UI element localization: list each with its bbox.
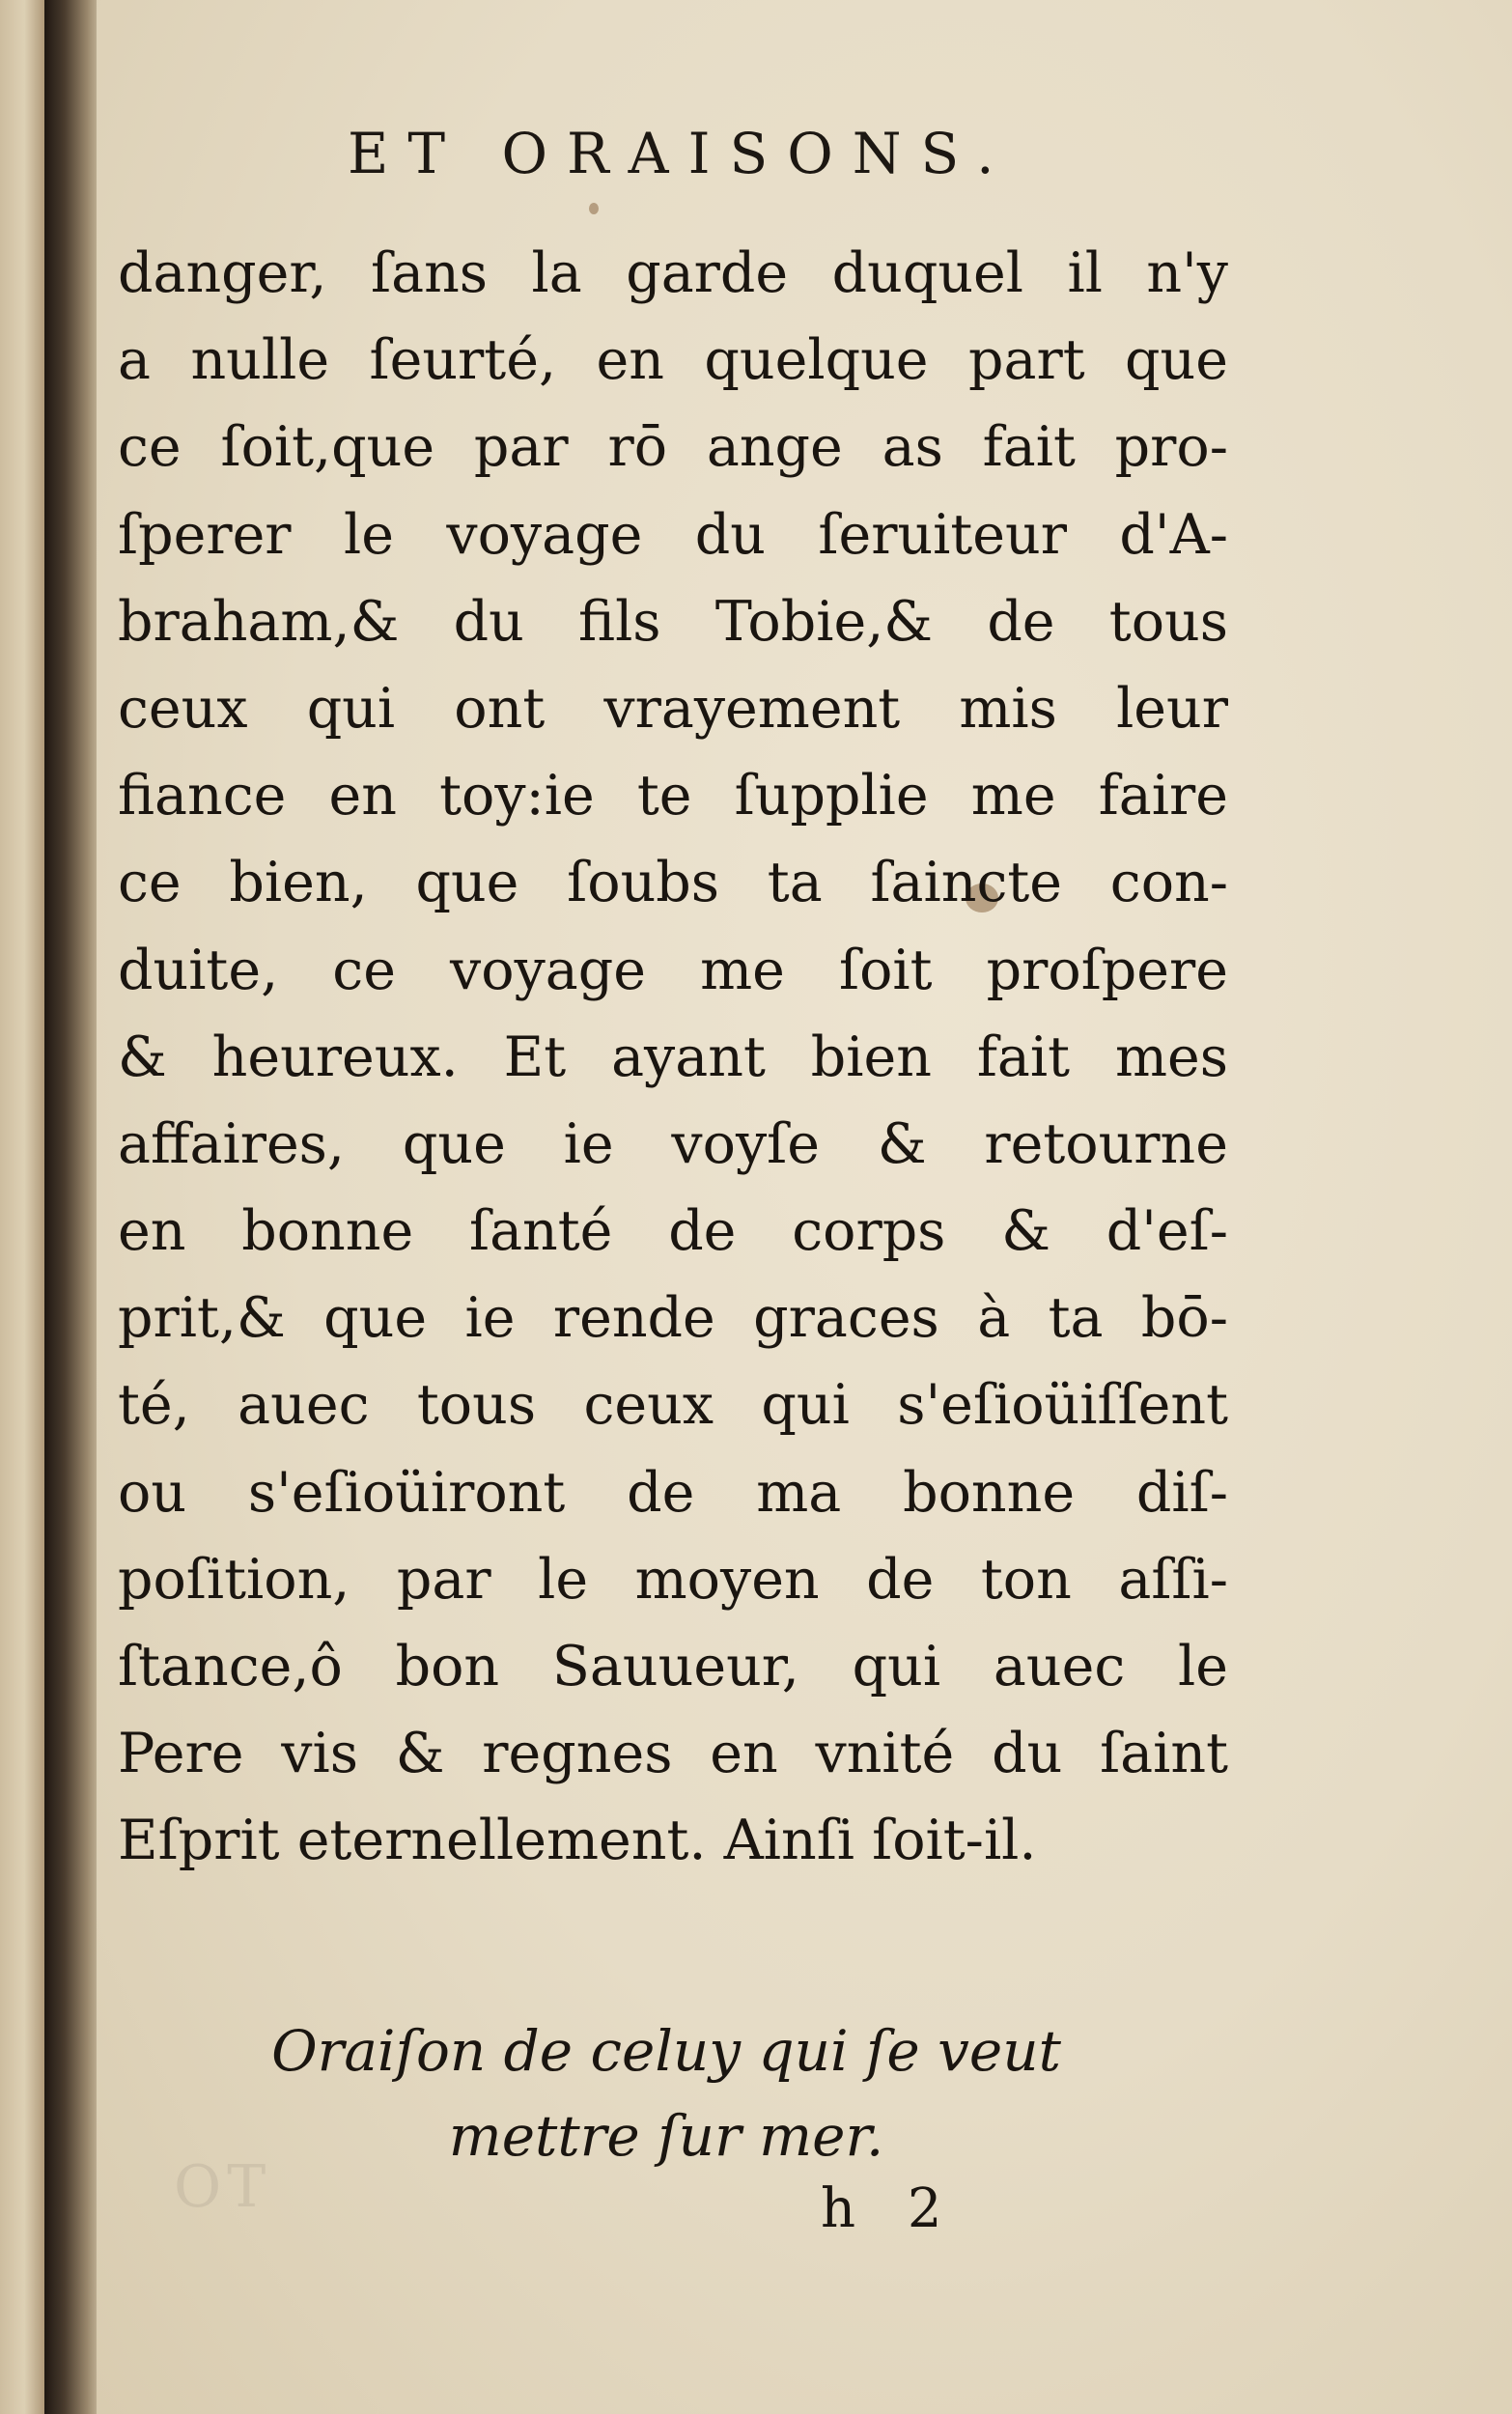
text-line: poſition, par le moyen de ton aſſi- (118, 1547, 1228, 1612)
running-head: ET ORAISONS. (348, 121, 1014, 186)
show-through-text: OT (174, 2153, 272, 2221)
book-gutter (44, 0, 102, 2414)
text-line: en bonne ſanté de corps & d'eſ- (118, 1199, 1228, 1264)
text-line: Eſprit eternellement. Ainſi ſoit-il. (118, 1809, 1037, 1873)
section-heading (183, 2008, 1149, 2178)
text-line: & heureux. Et ayant bien fait mes (118, 1025, 1228, 1089)
text-line: ou s'eſioüiront de ma bonne diſ- (118, 1460, 1228, 1525)
text-line: braham,& du fils Tobie,& de tous (118, 589, 1228, 654)
text-line: affaires, que ie voyſe & retourne (118, 1111, 1228, 1176)
text-line: duite, ce voyage me ſoit proſpere (118, 938, 1228, 1002)
text-line: ceux qui ont vrayement mis leur (118, 676, 1228, 741)
text-line: ce bien, que ſoubs ta ſaincte con- (118, 851, 1228, 915)
text-line: té, auec tous ceux qui s'eſioüiſſent (118, 1373, 1228, 1438)
facing-page-edge (0, 0, 44, 2414)
body-text (118, 230, 1228, 1885)
text-line: ce ſoit,que par rō ange as fait pro- (118, 415, 1228, 480)
text-line: ſperer le voyage du ſeruiteur d'A- (118, 502, 1228, 567)
ink-speck (589, 203, 599, 214)
text-line: ſtance,ô bon Sauueur, qui auec le (118, 1635, 1228, 1698)
section-heading-line: Oraiſon de celuy qui ſe veut (271, 2018, 1061, 2084)
text-line: a nulle ſeurté, en quelque part que (118, 328, 1228, 393)
signature-mark: h 2 (821, 2177, 960, 2240)
text-line: prit,& que ie rende graces à ta bō- (118, 1286, 1228, 1351)
text-line: fiance en toy:ie te ſupplie me faire (118, 764, 1228, 828)
section-heading-line: mettre ſur mer. (448, 2103, 884, 2169)
text-line: danger, ſans la garde duquel il n'y (118, 241, 1228, 305)
text-line: Pere vis & regnes en vnité du ſaint (118, 1722, 1228, 1786)
